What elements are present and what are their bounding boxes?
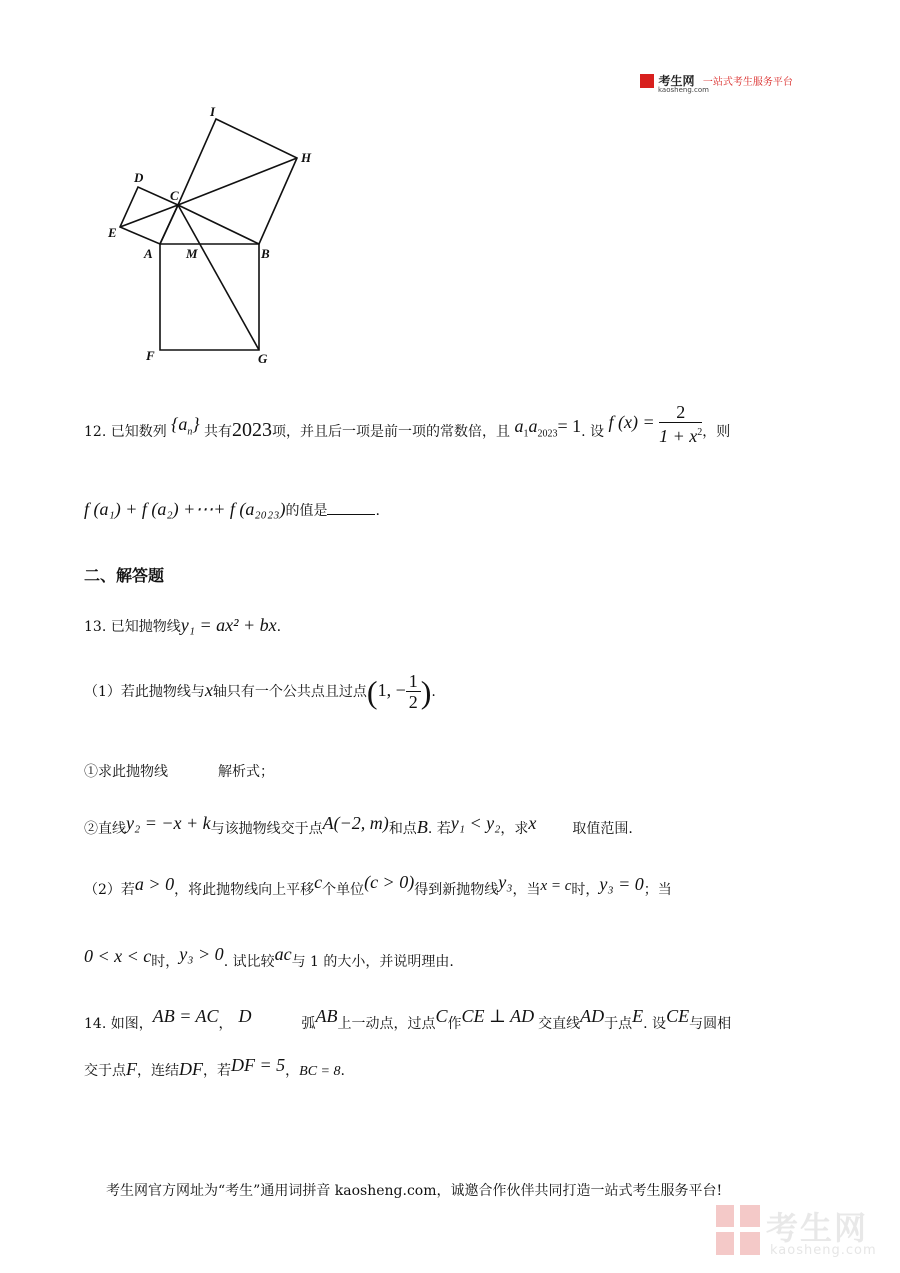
- q14-text: 作: [447, 1016, 462, 1032]
- q13-text: 与 1 的大小，并说明理由.: [291, 954, 454, 970]
- label-d: D: [134, 170, 144, 185]
- q14-arc: AB: [315, 1006, 338, 1026]
- q14-equation: AB = AC: [152, 1006, 219, 1026]
- q13-text: 得到新抛物线: [414, 882, 499, 898]
- q14-line1: [84, 1000, 731, 1032]
- q14-text: ，: [285, 1063, 300, 1079]
- q13-point: (1, − $\frac{1}{2}$ ): [366, 671, 432, 713]
- q14-text: 交于点: [84, 1063, 126, 1079]
- q13-text: 解析式；: [218, 764, 274, 780]
- label-b: B: [261, 246, 270, 261]
- logo-slogan: 一站式考生服务平台: [702, 77, 793, 88]
- label-i: I: [210, 104, 216, 119]
- logo-mark-icon: [640, 74, 654, 88]
- q13-range: 0 < x < c: [84, 946, 152, 966]
- q13-text: （2）若: [84, 882, 135, 898]
- q13-y3-zero: y₃ = 0: [599, 874, 644, 894]
- q12-line1: [84, 392, 730, 452]
- q13-y3-positive: y₃ > 0: [179, 944, 224, 964]
- q14-segment-ce: CE: [666, 1006, 690, 1026]
- q13-intro: 13. 已知抛物线y₁ = ax² + bx.: [84, 615, 282, 635]
- q12-text: .: [375, 503, 380, 519]
- q14-text: 与圆相: [689, 1016, 732, 1032]
- q14-segment-df: DF: [179, 1059, 203, 1079]
- q12-text: 项，并且后一项是前一项的常数倍，且: [272, 424, 511, 440]
- q13-text: . 试比较: [223, 954, 275, 970]
- q14-df-value: DF = 5: [231, 1055, 286, 1075]
- q13-text: 个单位: [322, 882, 365, 898]
- logo-domain: kaosheng.com: [658, 86, 709, 94]
- label-a: A: [144, 246, 153, 261]
- q12-answer-blank[interactable]: [327, 500, 375, 515]
- q14-point-f: F: [126, 1059, 137, 1079]
- q13-point-a: A(−2, m): [322, 813, 389, 833]
- q13-inequality: y₁ < y₂: [450, 813, 501, 833]
- q13-x: x: [204, 680, 213, 700]
- q14-text: 交直线: [538, 1016, 581, 1032]
- q14-line-ad: AD: [580, 1006, 605, 1026]
- q13-number: 13.: [84, 619, 107, 635]
- q12-sum-expression: f (a₁) + f (a₂) +⋯+ f (a₂₀₂₃): [84, 499, 286, 519]
- q13-text: ，当: [512, 882, 541, 898]
- label-m: M: [186, 246, 198, 261]
- q12-sequence: $\{a_n\}$: [171, 414, 200, 438]
- q12-function: f (x) = $\frac{2}{1 + x^2}$: [608, 401, 703, 446]
- label-f: F: [146, 348, 155, 363]
- q13-part2: [84, 866, 672, 898]
- q14-number: 14.: [84, 1016, 107, 1032]
- label-e: E: [108, 225, 117, 240]
- q13-text: 轴只有一个公共点且过点: [212, 684, 367, 700]
- q14-perpendicular: CE ⊥ AD: [461, 1006, 535, 1026]
- q13-point-b: B: [416, 817, 428, 837]
- q13-text: 取值范围.: [572, 821, 633, 837]
- q13-c: c: [314, 872, 323, 892]
- watermark-name: 考生网: [766, 1209, 869, 1247]
- watermark-mark-icon: [716, 1205, 760, 1255]
- segment-cg: [178, 205, 259, 350]
- q14-line2: 交于点F，连结DF，若DF = 5，BC = 8.: [84, 1055, 345, 1079]
- q13-x-eq-c: x = c: [540, 878, 572, 894]
- q14-text: ，若: [203, 1063, 231, 1079]
- q12-text: 已知数列: [110, 424, 167, 440]
- q13-text: 和点: [388, 821, 417, 837]
- q13-condition: a > 0: [134, 874, 175, 894]
- q13-c-positive: (c > 0): [364, 872, 415, 892]
- watermark-domain: kaosheng.com: [770, 1243, 877, 1258]
- q13-text: 时，: [151, 954, 180, 970]
- q13-text: ，将此抛物线向上平移: [174, 882, 315, 898]
- q13-text: ②直线: [84, 821, 126, 837]
- q14-point-d: D: [238, 1006, 252, 1026]
- q12-text: ，则: [702, 424, 731, 440]
- label-c: C: [170, 188, 179, 203]
- q14-bc-value: BC = 8: [299, 1064, 341, 1079]
- q13-part2-line2: [84, 938, 454, 970]
- geometry-figure: [100, 100, 330, 375]
- q13-y3: y₃: [498, 872, 513, 892]
- q13-text: 已知抛物线: [110, 619, 181, 635]
- q12-number: 12.: [84, 424, 107, 440]
- q13-text: 时，: [571, 882, 600, 898]
- q12-condition: $a_1a_{2023}= 1$: [514, 416, 582, 440]
- q14-text: ，: [218, 1016, 233, 1032]
- q12-count: 2023: [232, 419, 273, 441]
- q13-sub2: [84, 808, 633, 838]
- watermark-logo: [716, 1203, 886, 1259]
- q13-x: x: [528, 813, 537, 833]
- q14-text: . 设: [643, 1016, 667, 1032]
- q12-text: 共有: [204, 424, 233, 440]
- q13-part1: （1）若此抛物线与x轴只有一个公共点且过点(1, − $\frac{1}{2}$ ).: [84, 671, 436, 713]
- q13-text: ①求此抛物线: [84, 764, 168, 780]
- q12-line2: [84, 494, 380, 524]
- label-g: G: [258, 351, 268, 366]
- q14-point-c: C: [435, 1006, 448, 1026]
- q13-line-eq: y₂ = −x + k: [126, 813, 211, 833]
- q14-point-e: E: [632, 1006, 644, 1026]
- q13-sub1: [84, 760, 274, 784]
- q14-text: 弧: [301, 1016, 316, 1032]
- footer-text: 考生网官方网址为“考生”通用词拼音 kaosheng.com，诚邀合作伙伴共同打造一站式考生服务平台!: [106, 1183, 723, 1199]
- q14-text: ，连结: [137, 1063, 179, 1079]
- label-h: H: [301, 150, 312, 165]
- q13-text: ；当: [643, 882, 672, 898]
- q14-text: 于点: [604, 1016, 633, 1032]
- q14-text: 如图，: [110, 1016, 153, 1032]
- q13-text: ，求: [500, 821, 529, 837]
- q12-text: 的值是: [285, 503, 328, 519]
- logo-name: 考生网: [658, 74, 695, 88]
- header-logo: [640, 72, 793, 92]
- q13-text: （1）若此抛物线与: [84, 684, 205, 700]
- q13-text: 与该抛物线交于点: [210, 821, 323, 837]
- q12-text: . 设: [581, 424, 605, 440]
- q13-ac: ac: [274, 944, 292, 964]
- q13-text: . 若: [427, 821, 451, 837]
- q14-text: 上一动点，过点: [337, 1016, 436, 1032]
- q13-equation: y₁ = ax² + bx: [180, 615, 277, 635]
- section-title: 二、解答题: [84, 566, 165, 585]
